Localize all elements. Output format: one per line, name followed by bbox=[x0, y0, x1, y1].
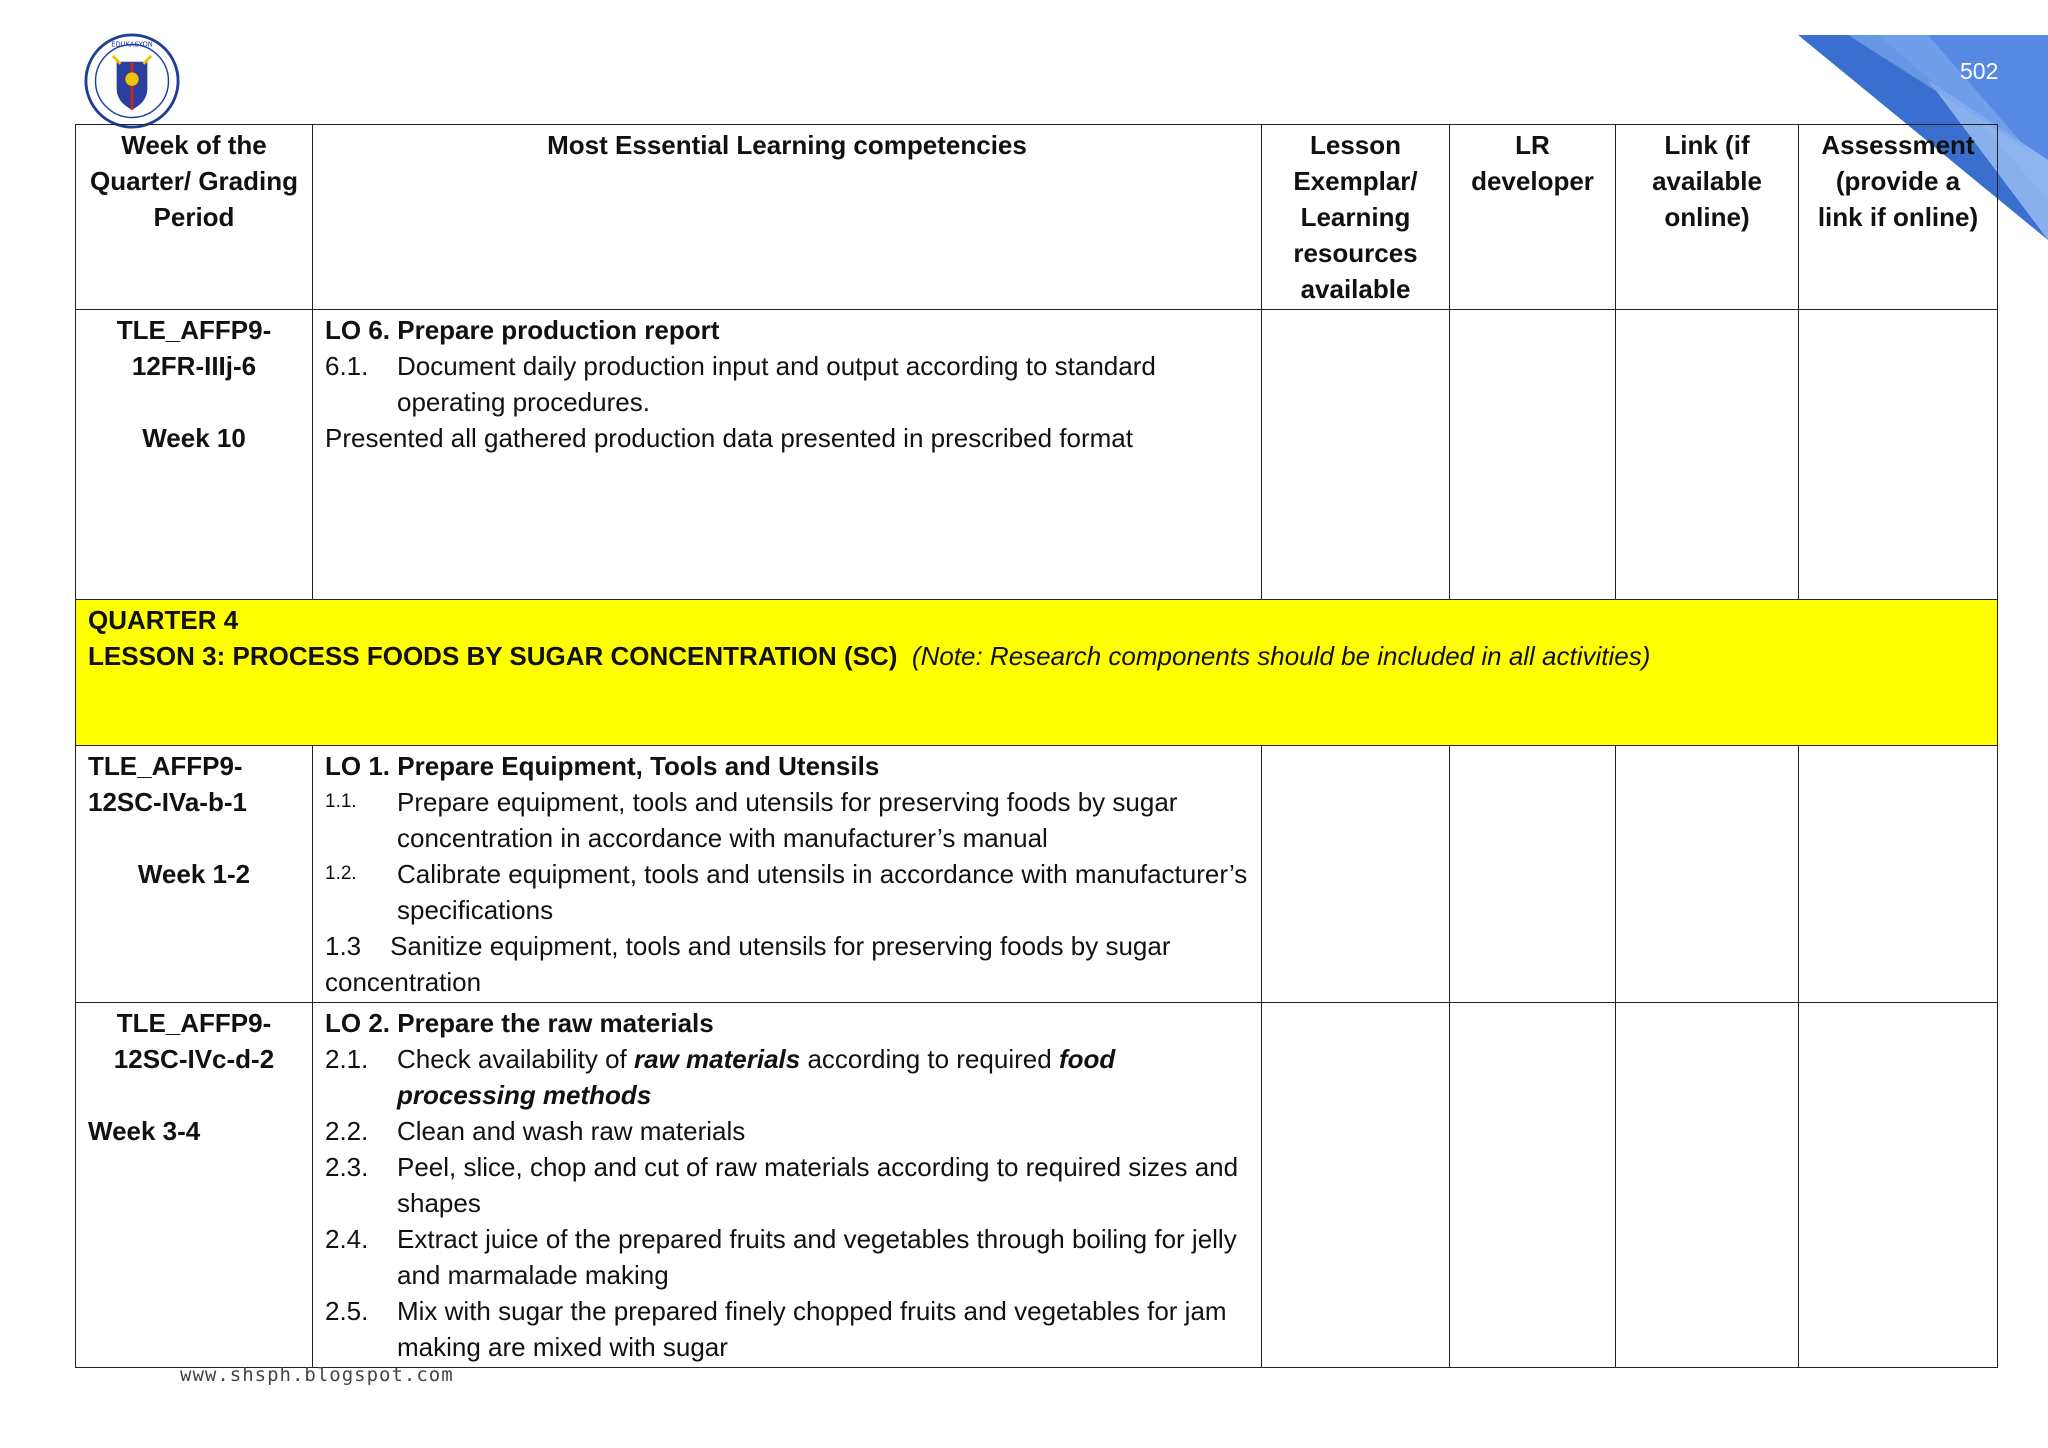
empty-cell bbox=[1450, 1003, 1616, 1368]
empty-cell bbox=[1799, 1003, 1998, 1368]
week-label: Week 10 bbox=[142, 423, 246, 453]
list-item: 2.3. Peel, slice, chop and cut of raw materials according to required sizes and shapes bbox=[325, 1152, 1239, 1218]
header-week: Week of the Quarter/ Grading Period bbox=[76, 125, 313, 310]
week-cell bbox=[76, 1003, 313, 1368]
lo-title: LO 2. Prepare the raw materials bbox=[325, 1008, 714, 1038]
empty-cell bbox=[1450, 310, 1616, 600]
table-row bbox=[76, 310, 1998, 600]
empty-cell bbox=[1450, 746, 1616, 1003]
competency-code: TLE_AFFP9-12SC-IVc-d-2 bbox=[113, 1008, 275, 1074]
melc-table bbox=[75, 124, 1998, 1368]
empty-cell bbox=[1799, 310, 1998, 600]
empty-cell bbox=[1262, 310, 1450, 600]
header-assessment: Assessment (provide a link if online) bbox=[1799, 125, 1998, 310]
empty-cell bbox=[1616, 1003, 1799, 1368]
lo-title: LO 1. Prepare Equipment, Tools and Utensils bbox=[325, 751, 880, 781]
research-note: (Note: Research components should be included in all activities) bbox=[911, 641, 1651, 671]
empty-cell bbox=[1616, 746, 1799, 1003]
quarter-row bbox=[76, 600, 1998, 746]
list-item: 2.1. Check availability of raw materials according to required food processing methods bbox=[325, 1044, 1116, 1110]
header-lesson: Lesson Exemplar/ Learning resources available bbox=[1262, 125, 1450, 310]
header-link: Link (if available online) bbox=[1616, 125, 1799, 310]
quarter-banner bbox=[76, 600, 1998, 746]
footer-url[interactable]: www.shsph.blogspot.com bbox=[180, 1364, 454, 1386]
list-item: 6.1. Document daily production input and output according to standard operating procedures. bbox=[325, 351, 1156, 417]
competency-code: TLE_AFFP9-12FR-IIIj-6 bbox=[116, 315, 272, 381]
quarter-label: QUARTER 4 bbox=[88, 605, 239, 635]
competency-cell bbox=[313, 1003, 1262, 1368]
list-item: 2.2. Clean and wash raw materials bbox=[325, 1116, 746, 1146]
table-row bbox=[76, 746, 1998, 1003]
header-lr: LR developer bbox=[1450, 125, 1616, 310]
lo-title: LO 6. Prepare production report bbox=[325, 315, 720, 345]
list-item: 1.3 Sanitize equipment, tools and utensils for preserving foods by sugar concentration bbox=[325, 931, 1171, 997]
table-row bbox=[76, 1003, 1998, 1368]
competency-code: TLE_AFFP9-12SC-IVa-b-1 bbox=[88, 751, 247, 817]
list-item: Presented all gathered production data presented in prescribed format bbox=[325, 423, 1133, 453]
svg-text:EDUKASYON: EDUKASYON bbox=[111, 40, 153, 49]
header-row bbox=[76, 125, 1998, 310]
list-item: 1.2. Calibrate equipment, tools and utensils in accordance with manufacturer’s specifications bbox=[325, 859, 1248, 925]
competency-cell bbox=[313, 746, 1262, 1003]
week-cell bbox=[76, 310, 313, 600]
list-item: 2.5. Mix with sugar the prepared finely chopped fruits and vegetables for jam making are mixed with sugar bbox=[325, 1296, 1227, 1362]
lesson-title: LESSON 3: PROCESS FOODS BY SUGAR CONCENTRATION (SC) bbox=[88, 641, 898, 671]
deped-seal-logo bbox=[84, 33, 180, 129]
week-label: Week 1-2 bbox=[137, 859, 251, 889]
empty-cell bbox=[1799, 746, 1998, 1003]
competency-cell bbox=[313, 310, 1262, 600]
empty-cell bbox=[1262, 1003, 1450, 1368]
list-item: 1.1. Prepare equipment, tools and utensils for preserving foods by sugar concentration in accordance with manufacturer’s manual bbox=[325, 787, 1178, 853]
header-melc: Most Essential Learning competencies bbox=[313, 125, 1262, 310]
week-label: Week 3-4 bbox=[88, 1116, 201, 1146]
list-item: 2.4. Extract juice of the prepared fruits and vegetables through boiling for jelly and marmalade making bbox=[325, 1224, 1237, 1290]
week-cell bbox=[76, 746, 313, 1003]
empty-cell bbox=[1262, 746, 1450, 1003]
empty-cell bbox=[1616, 310, 1799, 600]
page-number: 502 bbox=[1960, 58, 1999, 84]
